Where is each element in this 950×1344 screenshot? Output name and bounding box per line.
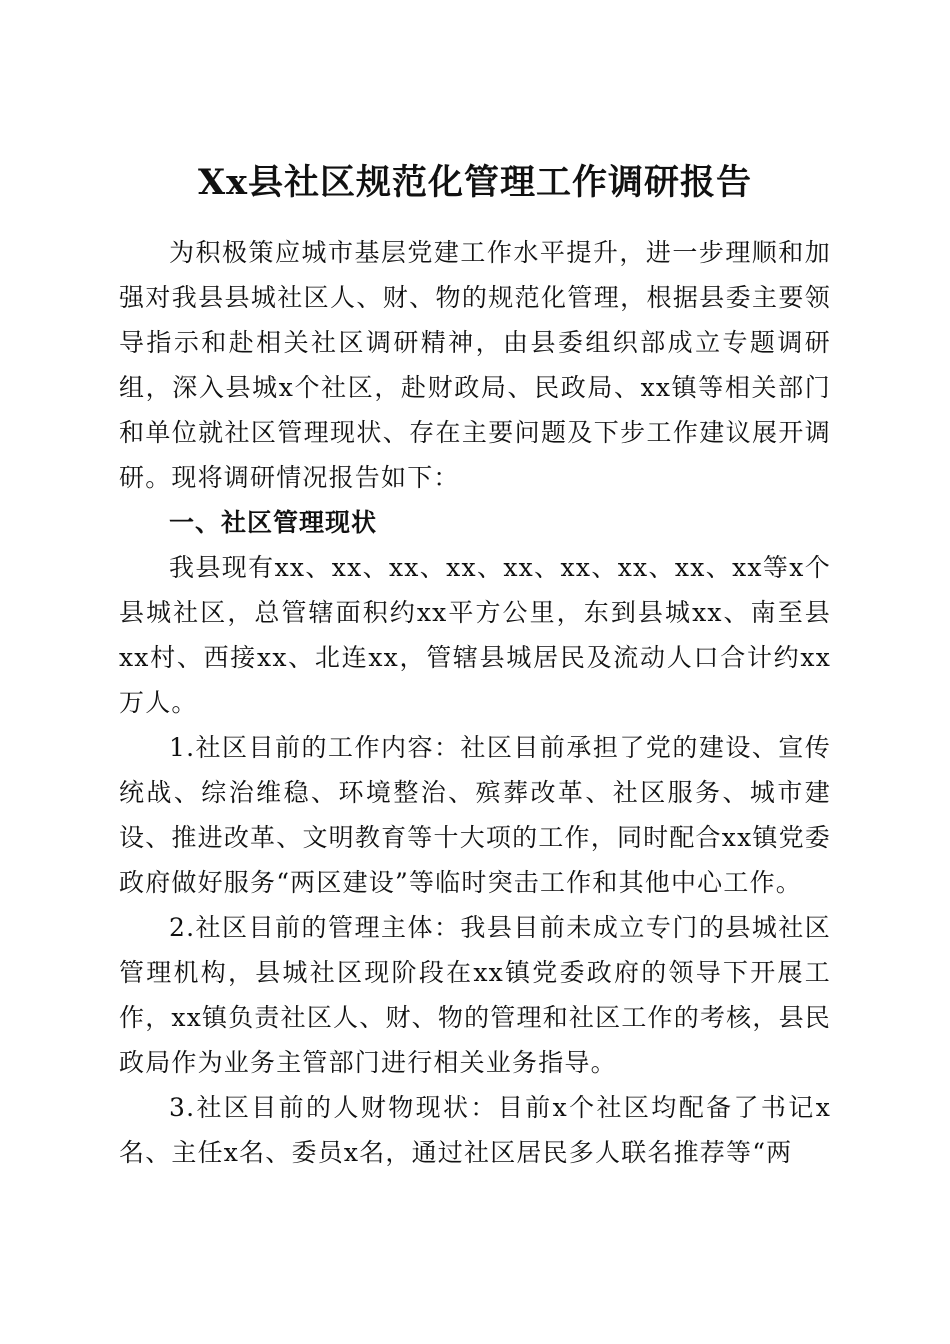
section-heading: 一、社区管理现状 <box>169 508 378 537</box>
list-item: 2.社区目前的管理主体：我县目前未成立专门的县城社区管理机构，县城社区现阶段在xx镇党委政府的领导下开展工作，xx镇负责社区人、财、物的管理和社区工作的考核，县民政局作为业务主管部门进行相关业务指导。 <box>119 913 831 1077</box>
list-item: 3.社区目前的人财物现状：目前x个社区均配备了书记x名、主任x名、委员x名，通过社区居民多人联名推荐等“两 <box>119 1093 831 1167</box>
list-item: 1.社区目前的工作内容：社区目前承担了党的建设、宣传统战、综治维稳、环境整治、殡葬改革、社区服务、城市建设、推进改革、文明教育等十大项的工作，同时配合xx镇党委政府做好服务“两区建设”等临时突击工作和其他中心工作。 <box>119 733 831 897</box>
document-title: Xx县社区规范化管理工作调研报告 <box>197 162 753 204</box>
intro-paragraph: 为积极策应城市基层党建工作水平提升，进一步理顺和加强对我县县城社区人、财、物的规范化管理，根据县委主要领导指示和赴相关社区调研精神，由县委组织部成立专题调研组，深入县城x个社区，赴财政局、民政局、xx镇等相关部门和单位就社区管理现状、存在主要问题及下步工作建议展开调研。现将调研情况报告如下： <box>119 238 831 492</box>
document-body <box>119 230 831 1175</box>
section-paragraph: 我县现有xx、xx、xx、xx、xx、xx、xx、xx、xx等x个县城社区，总管辖面积约xx平方公里，东到县城xx、南至县xx村、西接xx、北连xx，管辖县城居民及流动人口合计约xx万人。 <box>119 553 831 717</box>
